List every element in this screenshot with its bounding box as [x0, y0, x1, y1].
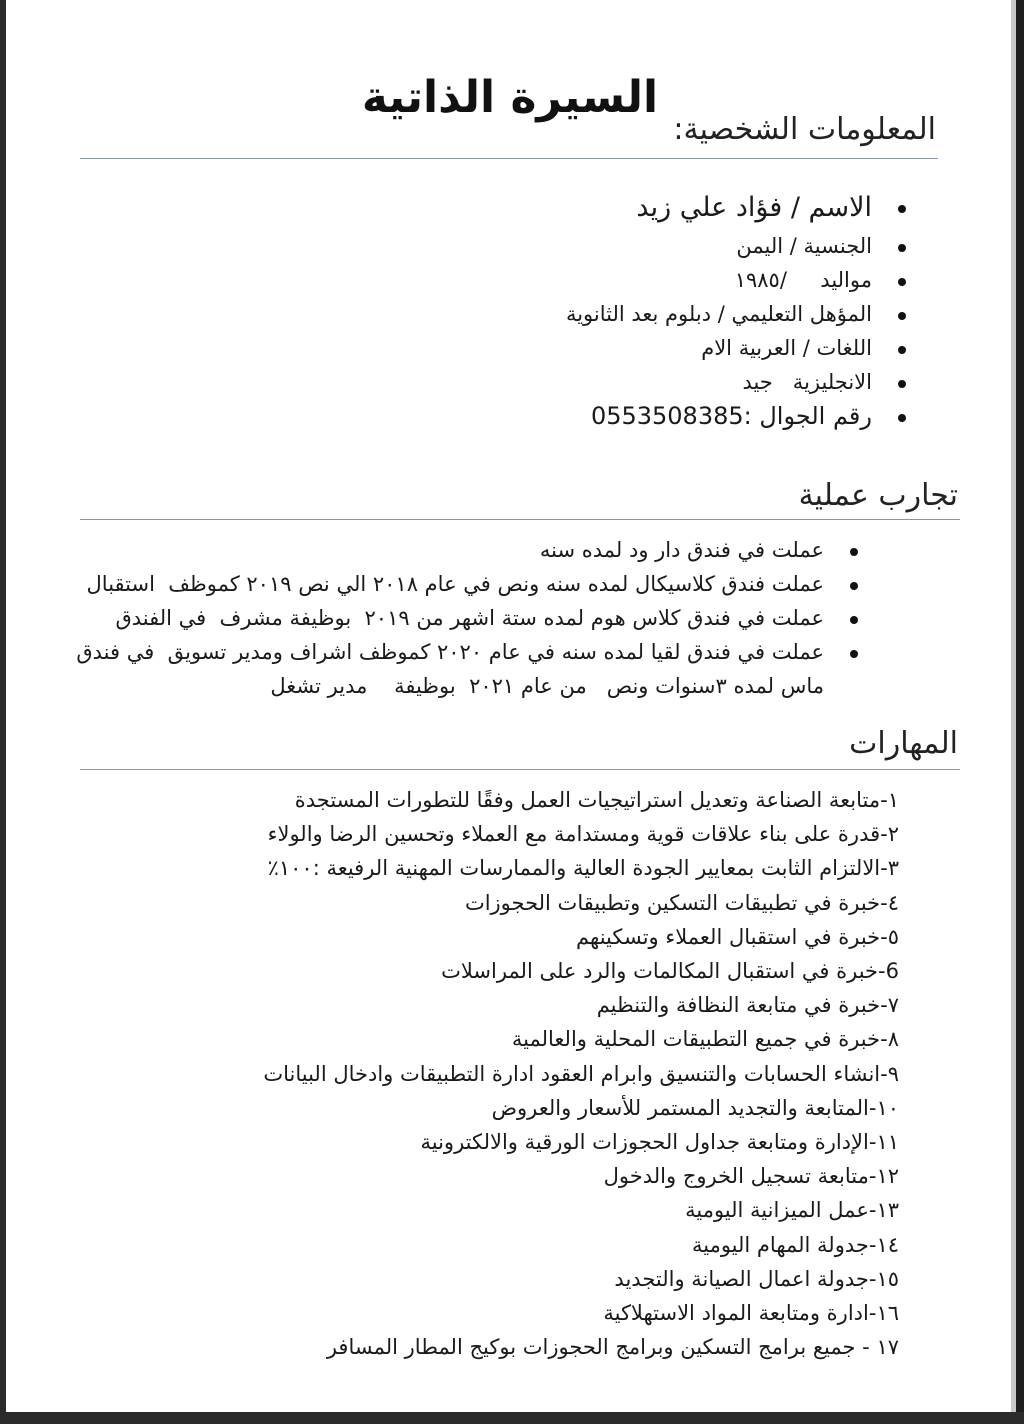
bullet-icon [898, 346, 906, 354]
list-item: ١٥-جدولة اعمال الصيانة والتجديد [614, 1266, 899, 1291]
skills-list [139, 783, 899, 1364]
list-item: عملت في فندق كلاس هوم لمده ستة اشهر من ٢٠١٩ بوظيفة مشرف في الفندق [64, 601, 864, 635]
list-item: ١١-الإدارة ومتابعة جداول الحجوزات الورقية والالكترونية [420, 1130, 899, 1155]
skills-rule [80, 769, 960, 770]
list-item: عملت فندق كلاسيكال لمده سنه ونص في عام ٢٠١٨ الي نص ٢٠١٩ كموظف استقبال [64, 567, 864, 601]
bullet-icon [898, 380, 906, 388]
bullet-icon [898, 278, 906, 286]
personal-info-list [412, 187, 912, 434]
experience-rule [80, 519, 960, 520]
list-item-education: المؤهل التعليمي / دبلوم بعد الثانوية [412, 297, 912, 331]
list-item: ١٦-ادارة ومتابعة المواد الاستهلاكية [603, 1301, 899, 1326]
list-item-phone: رقم الجوال :0553508385 [412, 399, 912, 434]
scan-bottom-edge [0, 1412, 1024, 1424]
bullet-icon [898, 205, 906, 213]
personal-info-heading: المعلومات الشخصية: [673, 112, 936, 147]
list-item: ٩-انشاء الحسابات والتنسيق وابرام العقود ادارة التطبيقات وادخال البيانات [263, 1061, 899, 1086]
list-item: عملت في فندق لقيا لمده سنه في عام ٢٠٢٠ كموظف اشراف ومدير تسويق في فندق ماس لمده ٣سنوات ونص من عام ٢٠٢١ بوظيفة مدير تشغل [64, 635, 864, 703]
list-item-languages: اللغات / العربية الام [412, 331, 912, 365]
list-item: ٨-خبرة في جميع التطبيقات المحلية والعالمية [511, 1027, 899, 1052]
scan-left-edge [0, 0, 6, 1424]
bullet-icon [850, 548, 858, 556]
bullet-icon [850, 582, 858, 590]
list-item: ٤-خبرة في تطبيقات التسكين وتطبيقات الحجوزات [464, 890, 899, 915]
list-item-birth: مواليد /١٩٨٥ [412, 263, 912, 297]
bullet-icon [898, 244, 906, 252]
bullet-icon [898, 414, 906, 422]
list-item: ٣-الالتزام الثابت بمعايير الجودة العالية والممارسات المهنية الرفيعة :١٠٠٪ [267, 856, 899, 881]
list-item: ١٠-المتابعة والتجديد المستمر للأسعار والعروض [491, 1095, 899, 1120]
list-item: عملت في فندق دار ود لمده سنه [64, 533, 864, 567]
list-item: ١٢-متابعة تسجيل الخروج والدخول [603, 1164, 899, 1189]
list-item: 6-خبرة في استقبال المكالمات والرد على المراسلات [441, 959, 899, 984]
bullet-icon [850, 650, 858, 658]
list-item: ١٤-جدولة المهام اليومية [691, 1232, 899, 1257]
personal-info-rule [80, 158, 938, 159]
bullet-icon [898, 312, 906, 320]
experience-list [64, 533, 864, 703]
list-item: ١٣-عمل الميزانية اليومية [685, 1198, 899, 1223]
page-title: السيرة الذاتية [361, 72, 659, 123]
experience-heading: تجارب عملية [798, 478, 958, 513]
list-item-english: الانجليزية جيد [412, 365, 912, 399]
bullet-icon [850, 616, 858, 624]
list-item: ٥-خبرة في استقبال العملاء وتسكينهم [576, 924, 899, 949]
list-item-nationality: الجنسية / اليمن [412, 229, 912, 263]
scan-right-edge [1016, 0, 1024, 1424]
list-item: ١٧ - جميع برامج التسكين وبرامج الحجوزات بوكيج المطار المسافر [326, 1335, 899, 1360]
list-item: ٢-قدرة على بناء علاقات قوية ومستدامة مع العملاء وتحسين الرضا والولاء [267, 822, 899, 847]
list-item: ١-متابعة الصناعة وتعديل استراتيجيات العمل وفقًا للتطورات المستجدة [294, 788, 899, 812]
skills-heading: المهارات [849, 726, 958, 761]
list-item: ٧-خبرة في متابعة النظافة والتنظيم [596, 993, 899, 1018]
list-item-name: الاسم / فؤاد علي زيد [412, 187, 912, 229]
